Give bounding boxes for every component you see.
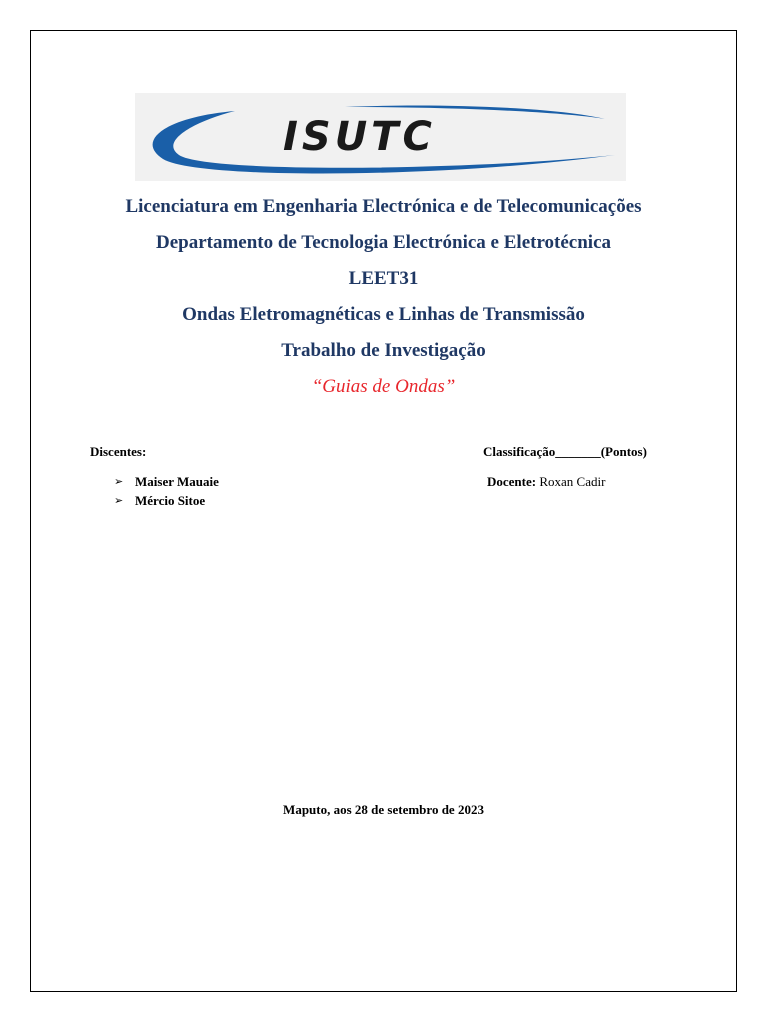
student-name: Maiser Mauaie xyxy=(135,474,219,489)
teacher-name: Roxan Cadir xyxy=(539,474,606,489)
degree-title: Licenciatura em Engenharia Electrónica e de Telecomunicações xyxy=(125,196,642,217)
isutc-logo xyxy=(135,93,626,181)
work-type: Trabalho de Investigação xyxy=(281,340,486,361)
department-title: Departamento de Tecnologia Electrónica e Eletrotécnica xyxy=(155,232,612,253)
course-name: Ondas Eletromagnéticas e Linhas de Transmissão xyxy=(182,304,585,325)
student-name: Mércio Sitoe xyxy=(135,493,206,508)
isutc-logo-graphic xyxy=(135,93,626,181)
teacher-line xyxy=(487,474,605,490)
teacher-label: Docente: xyxy=(487,474,537,489)
course-code: LEET31 xyxy=(348,268,419,289)
grading-label: Classificação_______(Pontos) xyxy=(483,444,647,459)
arrowhead-bullet-icon: ➢ xyxy=(114,475,124,488)
students-label: Discentes: xyxy=(90,444,147,459)
logo-lettering: ISUTC xyxy=(283,114,436,160)
place-date: Maputo, aos 28 de setembro de 2023 xyxy=(283,802,484,817)
arrowhead-bullet-icon: ➢ xyxy=(114,494,124,507)
topic-title: “Guias de Ondas” xyxy=(311,376,456,397)
